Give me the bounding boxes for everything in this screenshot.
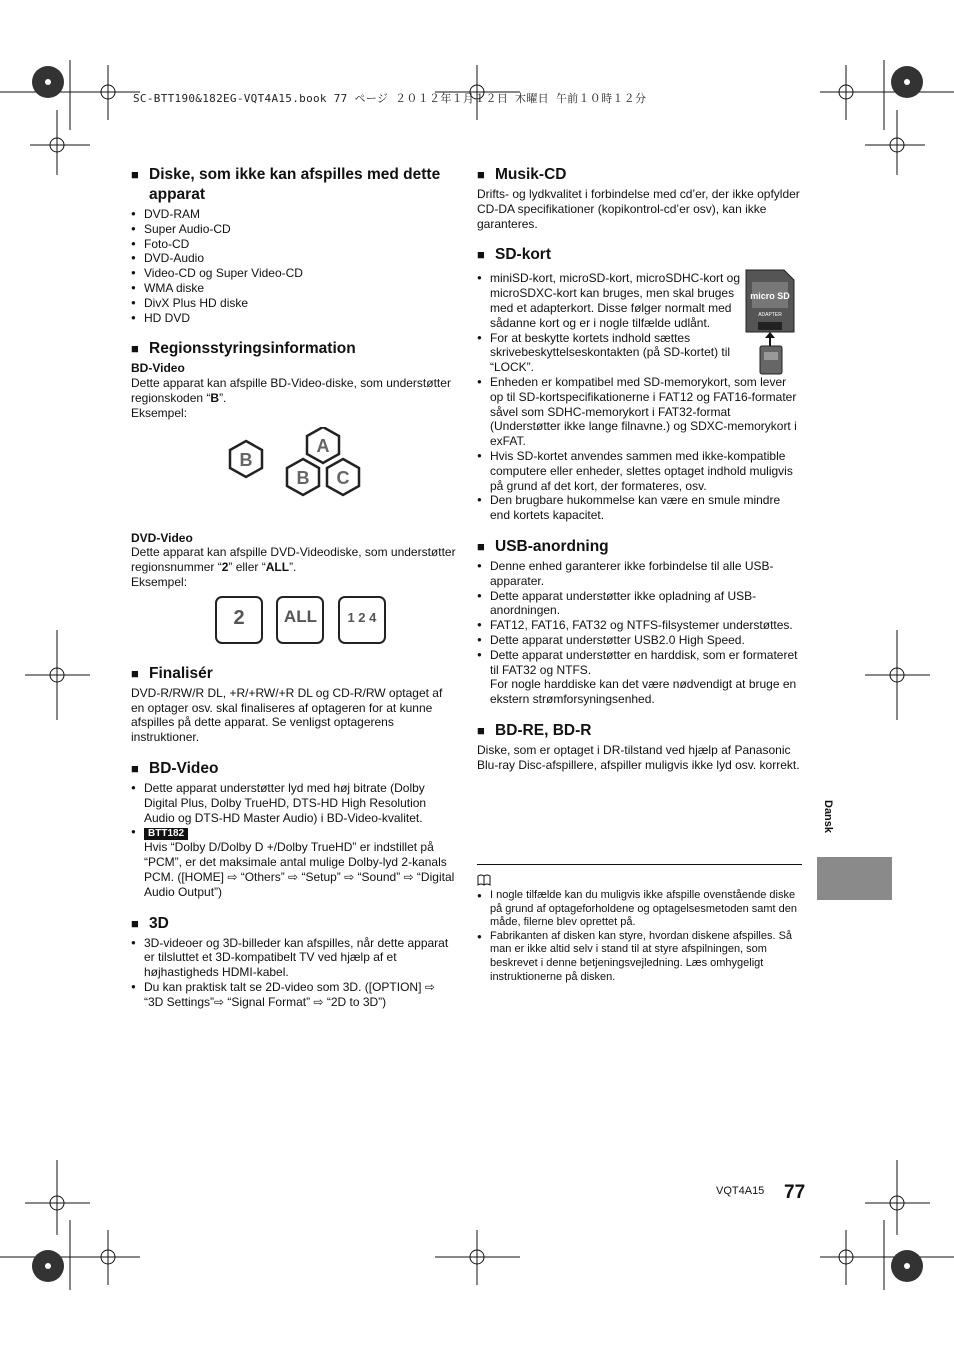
list-item: ● HD DVD	[131, 311, 456, 326]
list-item: ● BTT182 Hvis “Dolby D/Dolby D +/Dolby TrueHD” er indstillet på “PCM”, er det maksimale antal mulige Dolby-lyd 2-kanals PCM. ([HOME] ⇨ “Others” ⇨ “Setup” ⇨ “Sound” ⇨ “Digital Audio Output”)	[131, 825, 456, 899]
svg-text:A: A	[316, 435, 330, 456]
bd-re-heading: ■ BD-RE, BD-R	[477, 721, 592, 739]
list-item: ● FAT12, FAT16, FAT32 og NTFS-filsystemer understøttes.	[477, 618, 802, 633]
bd-video-heading: ■ BD-Video	[131, 759, 219, 777]
dvd-region-icons	[215, 596, 456, 644]
discs-heading: ■ Diske, som ikke kan afspilles med dette apparat	[131, 166, 441, 203]
dvd-video-subheading: DVD-Video	[131, 530, 193, 545]
list-item: ● Dette apparat understøtter ikke opladning af USB-anordningen.	[477, 589, 802, 619]
list-item: ● Dette apparat understøtter USB2.0 High Speed.	[477, 633, 802, 648]
list-item: ● Enheden er kompatibel med SD-memorykort, som lever op til SD-kortspecifikationerne i FAT12 og FAT16-formater såvel som SDHC-memorykort i FAT32-format (Understøtter ikke lange filnavne.) og SDXC-memorykort i exFAT.	[477, 375, 802, 449]
list-item: ● Foto-CD	[131, 237, 456, 252]
list-item: ● DVD-RAM	[131, 207, 456, 222]
page-number: 77	[784, 1182, 806, 1203]
bd-example-label: Eksempel:	[131, 405, 188, 420]
finalise-heading: ■ Finalisér	[131, 664, 213, 682]
list-item: ● WMA diske	[131, 281, 456, 296]
list-item: ● Hvis SD-kortet anvendes sammen med ikke-kompatible computere eller enheder, slettes optaget indhold muligvis på grund af det kort, der formateres, osv.	[477, 449, 802, 493]
note-book-icon	[477, 873, 802, 889]
list-item: ● Du kan praktisk talt se 2D-video som 3D. ([OPTION] ⇨ “3D Settings”⇨ “Signal Format” ⇨ “2D to 3D”)	[131, 980, 456, 1010]
list-item: ● Dette apparat understøtter en harddisk, som er formateret til FAT32 og NTFS. For nogle harddiske kan det være nødvendigt at bruge en ekstern strømforsyningsenhed.	[477, 648, 802, 707]
bd-video-subheading: BD-Video	[131, 361, 185, 376]
usb-list	[477, 559, 802, 707]
note-block	[477, 864, 802, 984]
3d-heading: ■ 3D	[131, 914, 169, 932]
bd-re-text: Diske, som er optaget i DR-tilstand ved hjælp af Panasonic Blu-ray Disc-afspillere, afspiller muligvis ikke lyd osv. korrekt.	[477, 742, 800, 772]
right-column	[477, 165, 802, 773]
svg-text:micro SD: micro SD	[750, 291, 790, 301]
sd-kort-heading: ■ SD-kort	[477, 246, 551, 264]
dvd-example-label: Eksempel:	[131, 574, 188, 589]
region-2-icon: 2	[215, 596, 263, 644]
side-tab	[817, 857, 892, 900]
region-all-icon: ALL	[276, 596, 324, 644]
list-item: ● DVD-Audio	[131, 251, 456, 266]
list-item: ● 3D-videoer og 3D-billeder kan afspilles, når dette apparat er tilsluttet et 3D-kompatibelt TV ved hjælp af et højhastigheds HDMI-kabel.	[131, 936, 456, 980]
list-item: ● Den brugbare hukommelse kan være en smule mindre end kortets kapacitet.	[477, 493, 802, 523]
list-item: ● Denne enhed garanterer ikke forbindelse til alle USB-apparater.	[477, 559, 802, 589]
note-list	[477, 889, 802, 984]
bd-region-text: Dette apparat kan afspille BD-Video-diske, som understøtter regionskoden “B”.	[131, 376, 451, 405]
list-item: ● Dette apparat understøtter lyd med høj bitrate (Dolby Digital Plus, Dolby TrueHD, DTS-HD High Resolution Audio og DTS-HD Master Audio) i BD-Video-kvalitet.	[131, 781, 456, 825]
side-language-label: Dansk	[822, 800, 834, 834]
list-item: ● For at beskytte kortets indhold sættes skrivebeskyttelseskontakten (på SD-kortet) til “LOCK”.	[477, 331, 802, 375]
unplayable-discs-list	[131, 207, 456, 325]
region-heading: ■ Regionsstyringsinformation	[131, 340, 356, 358]
sd-card-adapter-illustration	[740, 266, 800, 378]
3d-list	[131, 936, 456, 1010]
left-column	[131, 165, 456, 1010]
usb-heading: ■ USB-anordning	[477, 537, 609, 555]
bd-video-list	[131, 781, 456, 900]
svg-text:B: B	[296, 467, 310, 488]
finalise-text: DVD-R/RW/R DL, +R/+RW/+R DL og CD-R/RW optaget af en optager osv. skal finaliseres af optageren for at kunne afspilles på dette apparat. Se venligst optagerens instruktioner.	[131, 685, 443, 745]
list-item: ● DivX Plus HD diske	[131, 296, 456, 311]
list-item: ● I nogle tilfælde kan du muligvis ikke afspille ovenstående diske på grund af optageforholdene og optagelsesmetoden samt den måde, filerne blev oprettet på.	[477, 889, 802, 930]
list-item: ● Fabrikanten af disken kan styre, hvordan diskene afspilles. Så man er ikke altid selv i stand til at styre afspilningen, som beskrevet i denne betjeningsvejledning. Læs omhygeligt instruktionerne på disken.	[477, 930, 802, 984]
list-item: ● Video-CD og Super Video-CD	[131, 266, 456, 281]
model-badge: BTT182	[144, 828, 188, 840]
musik-cd-heading: ■ Musik-CD	[477, 166, 567, 183]
list-item: ● miniSD-kort, microSD-kort, microSDHC-kort og microSDXC-kort kan bruges, men skal bruges med et adapterkort. Disse følger normalt med sådanne kort og er i nogle tilfælde udlånt.	[477, 271, 802, 330]
file-header: SC-BTT190&182EG-VQT4A15.book 77 ページ ２０１２年１月１２日 木曜日 午前１０時１２分	[133, 92, 647, 105]
list-item: ● Super Audio-CD	[131, 222, 456, 237]
dvd-region-text: Dette apparat kan afspille DVD-Videodiske, som understøtter regionsnummer “2” eller “ALL”.	[131, 545, 456, 575]
svg-text:C: C	[336, 467, 350, 488]
region-1-2-4-icon: 1 2 4	[338, 596, 386, 644]
svg-text:B: B	[239, 449, 253, 470]
doc-code: VQT4A15	[716, 1185, 765, 1197]
svg-text:ADAPTER: ADAPTER	[758, 312, 782, 318]
bd-region-icons	[131, 427, 456, 517]
musik-cd-text: Drifts- og lydkvalitet i forbindelse med cd’er, der ikke opfylder CD-DA specifikationer (kopikontrol-cd’er osv), kan ikke garanteres.	[477, 187, 800, 231]
